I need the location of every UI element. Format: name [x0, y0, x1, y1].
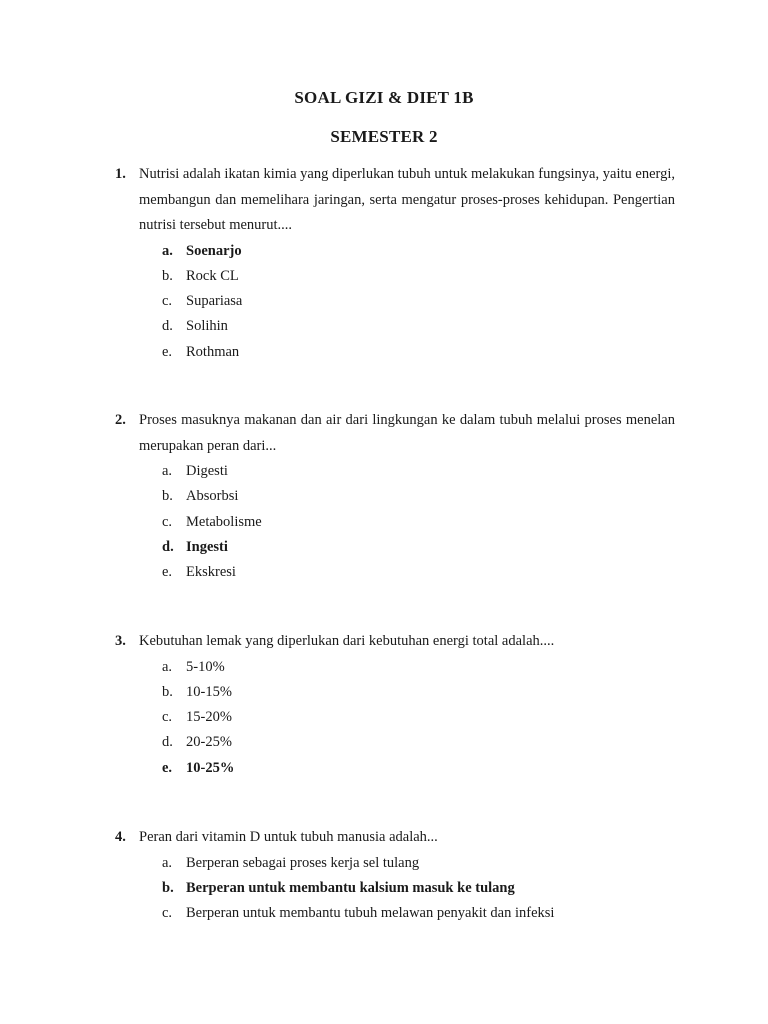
- option-letter: c.: [162, 513, 173, 530]
- question-1: [115, 162, 675, 365]
- option-text: Solihin: [186, 318, 228, 335]
- option-item: [115, 730, 675, 755]
- option-text: 10-25%: [186, 759, 235, 776]
- option-text: 15-20%: [186, 709, 232, 726]
- option-text: Supariasa: [186, 293, 243, 310]
- option-text: 20-25%: [186, 734, 232, 751]
- option-letter: b.: [162, 267, 173, 284]
- option-letter: d.: [162, 538, 174, 555]
- option-letter: c.: [162, 905, 173, 922]
- option-item: [115, 705, 675, 730]
- option-item: [115, 484, 675, 509]
- option-list: [115, 239, 675, 365]
- option-letter: a.: [162, 658, 173, 675]
- option-text: Ingesti: [186, 538, 228, 555]
- option-letter: e.: [162, 759, 173, 776]
- option-letter: b.: [162, 488, 173, 505]
- option-letter: a.: [162, 242, 173, 259]
- option-item: [115, 459, 675, 484]
- option-text: Absorbsi: [186, 488, 239, 505]
- option-letter: c.: [162, 709, 173, 726]
- option-list: [115, 459, 675, 585]
- option-text: Ekskresi: [186, 564, 236, 581]
- option-list: [115, 655, 675, 781]
- question-text: Peran dari vitamin D untuk tubuh manusia adalah...: [139, 829, 438, 845]
- question-text: Kebutuhan lemak yang diperlukan dari kebutuhan energi total adalah....: [139, 633, 555, 649]
- option-text: Berperan sebagai proses kerja sel tulang: [186, 854, 420, 871]
- option-text: Soenarjo: [186, 242, 242, 259]
- question-number: 2.: [115, 412, 126, 428]
- option-text: Berperan untuk membantu kalsium masuk ke tulang: [186, 879, 515, 896]
- option-list: [115, 851, 675, 927]
- option-item: [115, 560, 675, 585]
- option-letter: a.: [162, 463, 173, 479]
- page-subtitle: SEMESTER 2: [330, 127, 438, 146]
- option-item: [115, 239, 675, 264]
- question-number: 3.: [115, 633, 126, 649]
- option-text: 10-15%: [186, 683, 232, 700]
- question-4: [115, 825, 675, 926]
- page-title: SOAL GIZI & DIET 1B: [294, 88, 474, 107]
- option-item: [115, 876, 675, 901]
- option-item: [115, 756, 675, 781]
- option-text: Berperan untuk membantu tubuh melawan penyakit dan infeksi: [186, 905, 555, 922]
- option-letter: e.: [162, 564, 173, 581]
- question-number: 4.: [115, 829, 126, 845]
- question-text: Nutrisi adalah ikatan kimia yang diperlukan tubuh untuk melakukan fungsinya, yaitu energi, membangun dan memelihara jaringan, serta mengatur proses-proses kehidupan. Pengertian nutrisi tersebut menurut....: [139, 166, 675, 233]
- option-letter: b.: [162, 879, 174, 896]
- option-letter: c.: [162, 293, 173, 310]
- option-letter: b.: [162, 683, 173, 700]
- question-number: 1.: [115, 166, 126, 182]
- option-item: [115, 851, 675, 876]
- question-2: [115, 408, 675, 585]
- option-text: Digesti: [186, 463, 228, 479]
- option-item: [115, 340, 675, 365]
- option-item: [115, 510, 675, 535]
- option-item: [115, 535, 675, 560]
- option-item: [115, 289, 675, 314]
- option-letter: e.: [162, 343, 173, 360]
- option-item: [115, 901, 675, 926]
- option-item: [115, 680, 675, 705]
- option-text: Rothman: [186, 343, 240, 360]
- question-3: [115, 629, 675, 781]
- question-text: Proses masuknya makanan dan air dari lingkungan ke dalam tubuh melalui proses menelan merupakan peran dari...: [139, 412, 675, 454]
- option-letter: d.: [162, 734, 173, 751]
- option-letter: d.: [162, 318, 173, 335]
- option-item: [115, 264, 675, 289]
- option-text: Metabolisme: [186, 513, 262, 530]
- option-item: [115, 314, 675, 339]
- option-text: 5-10%: [186, 658, 225, 675]
- option-item: [115, 655, 675, 680]
- option-text: Rock CL: [186, 267, 239, 284]
- option-letter: a.: [162, 854, 173, 871]
